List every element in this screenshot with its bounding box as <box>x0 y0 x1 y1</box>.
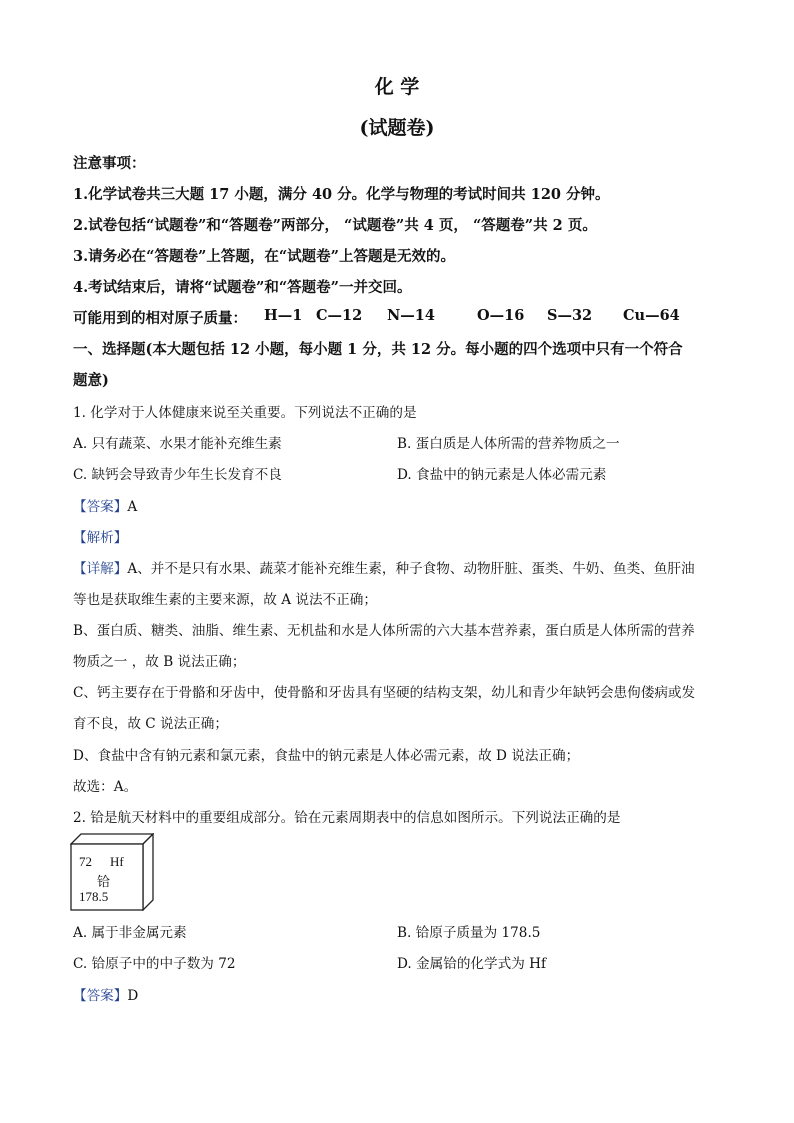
page-title: 化 学 <box>374 76 420 98</box>
q2-stem: 2. 铪是航天材料中的重要组成部分。铪在元素周期表中的信息如图所示。下列说法正确的是 <box>73 810 621 826</box>
q1-option-b: B. 蛋白质是人体所需的营养物质之一 <box>397 436 620 452</box>
q2-answer-value: D <box>127 988 139 1004</box>
q2-option-b: B. 铪原子质量为 178.5 <box>397 925 541 941</box>
notes-heading: 注意事项： <box>73 155 146 172</box>
element-symbol: Hf <box>110 854 124 869</box>
notes-item-1: 1.化学试卷共三大题 17 小题，满分 40 分。化学与物理的考试时间共 120 分钟。 <box>73 186 610 203</box>
q1-detail-line-3: B、蛋白质、糖类、油脂、维生素、无机盐和水是人体所需的六大基本营养素，蛋白质是人体所需的营养 <box>73 623 695 639</box>
q1-detail-line-2: 等也是获取维生素的主要来源，故 A 说法不正确； <box>73 592 377 608</box>
atomic-mass-cu: Cu—64 <box>623 307 680 324</box>
q1-answer-value: A <box>127 499 138 515</box>
section-heading: 一、选择题(本大题包括 12 小题，每小题 1 分，共 12 分。每小题的四个选项中只有一个符合 <box>73 341 683 358</box>
atomic-mass-n: N—14 <box>387 307 435 324</box>
q1-detail-text-1: A、并不是只有水果、蔬菜才能补充维生素，种子食物、动物肝脏、蛋类、牛奶、鱼类、鱼肝油 <box>127 561 695 577</box>
q1-answer-tag: 【答案】 <box>73 499 128 515</box>
q2-option-a: A. 属于非金属元素 <box>73 925 187 941</box>
q1-answer <box>73 495 137 515</box>
element-name: 铪 <box>97 874 111 889</box>
q2-option-c: C. 铪原子中的中子数为 72 <box>73 956 236 972</box>
q1-detail-line-7: D、食盐中含有钠元素和氯元素，食盐中的钠元素是人体必需元素，故 D 说法正确； <box>73 748 580 764</box>
notes-item-3: 3.请务必在“答题卷”上答题，在“试题卷”上答题是无效的。 <box>73 248 455 265</box>
atomic-mass-s: S—32 <box>547 307 593 324</box>
section-heading-cont: 题意) <box>73 372 109 389</box>
q2-answer-tag: 【答案】 <box>73 988 128 1004</box>
q1-stem: 1. 化学对于人体健康来说至关重要。下列说法不正确的是 <box>73 405 417 421</box>
element-cell-hafnium <box>70 833 154 911</box>
notes-item-2: 2.试卷包括“试题卷”和“答题卷”两部分， “试题卷”共 4 页， “答题卷”共 2 页。 <box>73 217 597 234</box>
q1-detail-tag: 【详解】 <box>73 561 128 577</box>
element-atomic-number: 72 <box>79 854 92 869</box>
q1-option-a: A. 只有蔬菜、水果才能补充维生素 <box>73 436 282 452</box>
atomic-mass-c: C—12 <box>316 307 363 324</box>
element-atomic-mass: 178.5 <box>79 889 109 904</box>
q1-analysis-tag: 【解析】 <box>73 530 128 546</box>
notes-item-4: 4.考试结束后，请将“试题卷”和“答题卷”一并交回。 <box>73 279 412 296</box>
q2-option-d: D. 金属铪的化学式为 Hf <box>397 956 547 972</box>
q2-answer <box>73 984 138 1004</box>
atomic-masses-label: 可能用到的相对原子质量： <box>73 310 247 327</box>
q1-option-c: C. 缺钙会导致青少年生长发育不良 <box>73 467 282 483</box>
q1-detail-line-1 <box>73 557 695 577</box>
q1-detail-line-4: 物质之一 ，故 B 说法正确； <box>73 654 246 670</box>
q1-option-d: D. 食盐中的钠元素是人体必需元素 <box>397 467 607 483</box>
q1-conclusion: 故选：A。 <box>73 779 138 795</box>
q1-detail-line-5: C、钙主要存在于骨骼和牙齿中，使骨骼和牙齿具有坚硬的结构支架，幼儿和青少年缺钙会患佝偻病或发 <box>73 685 696 701</box>
q1-detail-line-6: 育不良，故 C 说法正确； <box>73 716 228 732</box>
page-subtitle: (试题卷) <box>359 117 435 139</box>
atomic-mass-h: H—1 <box>264 307 303 324</box>
atomic-mass-o: O—16 <box>477 307 525 324</box>
